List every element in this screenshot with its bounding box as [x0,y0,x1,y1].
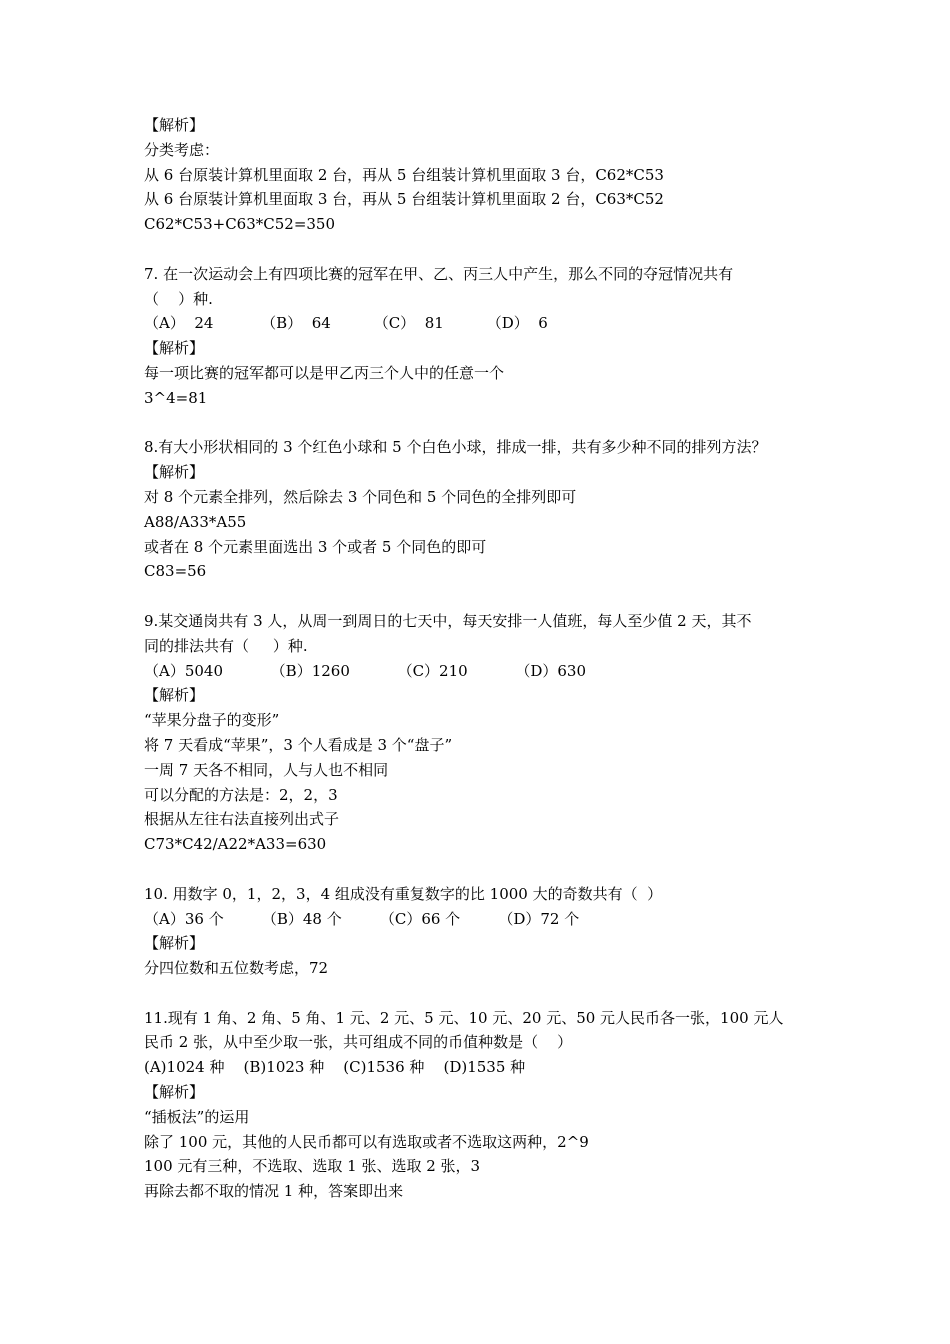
text-line: C62*C53+C63*C52=350 [144,215,336,234]
text-line: 【解析】 [144,339,205,358]
text-line: （A） 24 （B） 64 （C） 81 （D） 6 [144,314,548,333]
text-line: 从 6 台原装计算机里面取 3 台，再从 5 台组装计算机里面取 2 台，C63*C52 [144,190,664,209]
text-line: 再除去都不取的情况 1 种，答案即出来 [144,1182,404,1201]
blank-line [144,857,824,882]
text-line: 分四位数和五位数考虑，72 [144,959,329,978]
text-line: 3^4=81 [144,388,208,407]
blank-line [144,584,824,609]
text-line: （ ）种. [144,289,213,308]
text-line: 7. 在一次运动会上有四项比赛的冠军在甲、乙、丙三人中产生，那么不同的夺冠情况共有 [144,264,734,283]
text-line: （A）5040 （B）1260 （C）210 （D）630 [144,661,587,680]
text-line: （A）36 个 （B）48 个 （C）66 个 （D）72 个 [144,909,580,928]
text-line: 【解析】 [144,686,205,705]
text-line: 可以分配的方法是：2，2，3 [144,785,338,804]
text-line: 分类考虑： [144,140,220,159]
text-line: 8.有大小形状相同的 3 个红色小球和 5 个白色小球，排成一排，共有多少种不同的排列方法？ [144,438,767,457]
text-line: 9.某交通岗共有 3 人，从周一到周日的七天中，每天安排一人值班，每人至少值 2 天，其不 [144,611,752,630]
blank-line [144,981,824,1006]
text-line: “苹果分盘子的变形” [144,711,280,730]
text-line: 【解析】 [144,1083,205,1102]
blank-line [144,237,824,262]
text-line: 【解析】 [144,463,205,482]
text-line: “插板法”的运用 [144,1107,250,1126]
text-line: C83=56 [144,562,207,581]
text-line: 对 8 个元素全排列，然后除去 3 个同色和 5 个同色的全排列即可 [144,487,577,506]
text-line: 同的排法共有（ ）种. [144,636,308,655]
text-line: C73*C42/A22*A33=630 [144,835,327,854]
text-line: 一周 7 天各不相同，人与人也不相同 [144,760,389,779]
text-line: A88/A33*A55 [144,512,247,531]
text-line: 将 7 天看成“苹果”，3 个人看成是 3 个“盘子” [144,735,453,754]
text-line: 根据从左往右法直接列出式子 [144,810,340,829]
text-line: 100 元有三种，不选取、选取 1 张、选取 2 张，3 [144,1157,481,1176]
blank-line [144,411,824,436]
text-line: (A)1024 种 (B)1023 种 (C)1536 种 (D)1535 种 [144,1058,526,1077]
text-line: 11.现有 1 角、2 角、5 角、1 元、2 元、5 元、10 元、20 元、50 元人民币各一张，100 元人 [144,1008,784,1027]
text-line: 民币 2 张，从中至少取一张，共可组成不同的币值种数是（ ） [144,1033,573,1052]
text-line: 【解析】 [144,934,205,953]
text-line: 或者在 8 个元素里面选出 3 个或者 5 个同色的即可 [144,537,487,556]
text-line: 除了 100 元，其他的人民币都可以有选取或者不选取这两种，2^9 [144,1132,589,1151]
text-line: 每一项比赛的冠军都可以是甲乙丙三个人中的任意一个 [144,363,505,382]
text-line: 从 6 台原装计算机里面取 2 台，再从 5 台组装计算机里面取 3 台，C62*C53 [144,165,664,184]
text-line: 【解析】 [144,116,205,134]
text-line: 10. 用数字 0，1，2，3，4 组成没有重复数字的比 1000 大的奇数共有（ ） [144,884,663,903]
document-body [144,113,824,1204]
